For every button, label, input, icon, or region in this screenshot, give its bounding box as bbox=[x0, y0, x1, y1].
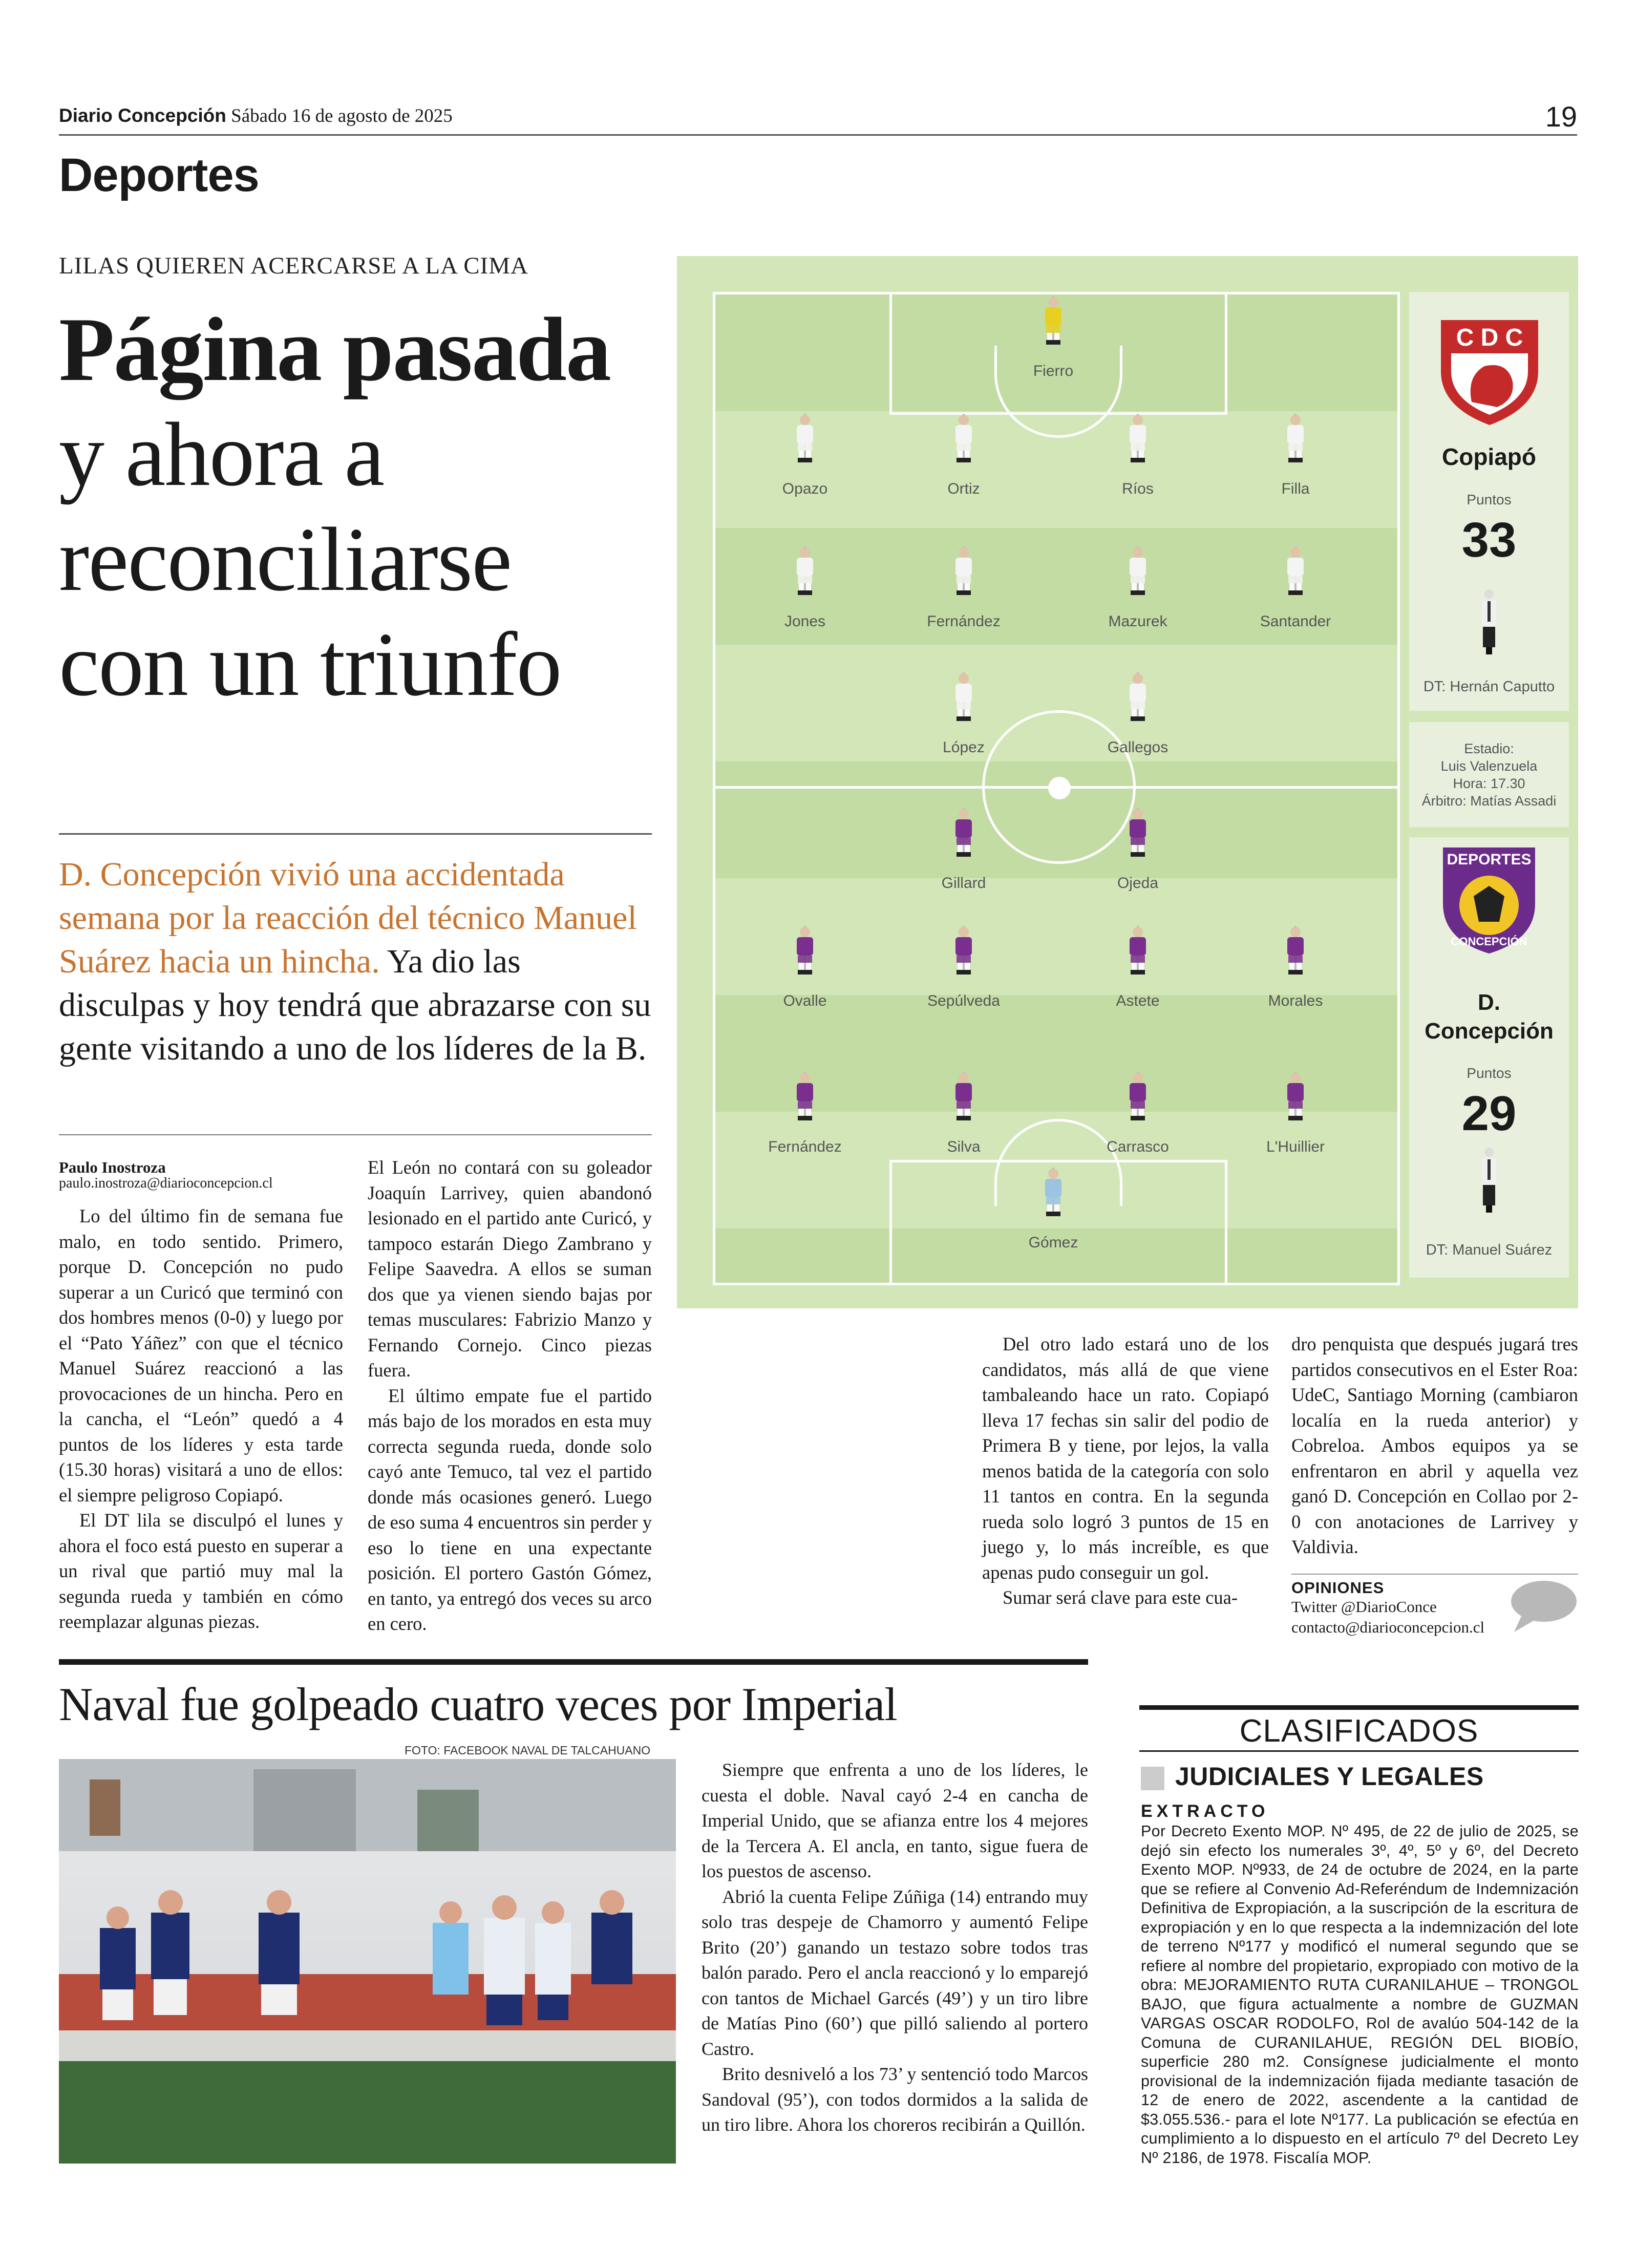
player-figure-icon bbox=[1122, 546, 1153, 595]
team-name: Copiapó bbox=[1442, 443, 1536, 470]
player-name: Ojeda bbox=[1117, 875, 1159, 892]
player-name: Morales bbox=[1268, 992, 1323, 1009]
contact-email[interactable]: contacto@diarioconcepcion.cl bbox=[1291, 1618, 1485, 1636]
paper-name: Diario Concepción bbox=[59, 105, 226, 126]
team-panel-copiapo bbox=[1409, 292, 1569, 711]
player-figure-icon bbox=[1280, 926, 1311, 974]
points-label: Puntos bbox=[1467, 492, 1512, 507]
twitter-handle[interactable]: Twitter @DiarioConce bbox=[1291, 1598, 1437, 1616]
player-figure-icon bbox=[790, 926, 820, 974]
stadium-name: Luis Valenzuela bbox=[1440, 758, 1538, 774]
points-label: Puntos bbox=[1467, 1065, 1512, 1081]
player-name: Mazurek bbox=[1108, 613, 1167, 630]
photo-credit: FOTO: FACEBOOK NAVAL DE TALCAHUANO bbox=[405, 1744, 651, 1757]
lead-rest: Ya dio las disculpas y hoy tendrá que abrazarse con su gente visitando a uno de los líderes de la B. bbox=[59, 943, 651, 1067]
player-name: Jones bbox=[784, 613, 826, 630]
referee: Árbitro: Matías Assadi bbox=[1421, 793, 1557, 809]
player-name: Gallegos bbox=[1107, 739, 1168, 756]
paragraph: Lo del último fin de semana fue malo, en todo sentido. Primero, porque D. Concepción no pudo superar a un Curicó que terminó con dos hombres menos (0-0) y luego por el “Pato Yáñez” con que el técnico Manuel Suárez reaccionó a las provocaciones de un hincha. Pero en la cancha, el “León” quedó a 4 puntos de los líderes y esta tarde (15.30 horas) visitará a uno de ellos: el siempre peligroso Copiapó. bbox=[59, 1205, 343, 1506]
center-spot bbox=[1048, 777, 1071, 799]
page-number: 19 bbox=[1545, 100, 1577, 133]
extract-heading: EXTRACTO bbox=[1141, 1801, 1269, 1821]
players-photo-illustration bbox=[59, 1759, 676, 2164]
headline-bold: Página pasada bbox=[59, 299, 610, 400]
match-info bbox=[1409, 740, 1569, 810]
player-figure-icon bbox=[1122, 808, 1153, 857]
naval-headline: Naval fue golpeado cuatro veces por Imperial bbox=[59, 1678, 897, 1730]
author-email[interactable]: paulo.inostroza@diarioconcepcion.cl bbox=[59, 1175, 273, 1191]
section-rule bbox=[59, 1659, 1088, 1665]
player-name: Fierro bbox=[1033, 363, 1074, 379]
section-title: Deportes bbox=[59, 149, 259, 201]
player-figure-icon bbox=[1122, 672, 1153, 721]
points-value: 29 bbox=[1461, 1086, 1517, 1141]
team-name-line2: Concepción bbox=[1425, 1019, 1554, 1044]
player-name: Silva bbox=[947, 1138, 981, 1155]
match-info-panel bbox=[1409, 722, 1569, 827]
player-name: Ovalle bbox=[783, 992, 827, 1009]
divider bbox=[1291, 1574, 1578, 1575]
player-figure-icon bbox=[1038, 1168, 1069, 1216]
paragraph: El DT lila se disculpó el lunes y ahora el foco está puesto en superar a un rival que partió muy mal la segunda rueda y también en cómo reemplazar algunas piezas. bbox=[59, 1510, 343, 1632]
article-lead bbox=[59, 853, 653, 1070]
naval-body bbox=[702, 1757, 1088, 2138]
player-name: Sepúlveda bbox=[927, 992, 1000, 1009]
author-name: Paulo Inostroza bbox=[59, 1158, 166, 1176]
player-figure-icon bbox=[1280, 1072, 1311, 1120]
classifieds-top-rule bbox=[1139, 1705, 1579, 1710]
player-figure-icon bbox=[790, 414, 820, 462]
dconcepcion-crest-icon bbox=[1438, 845, 1540, 955]
paragraph: Siempre que enfrenta a uno de los líderes, le cuesta el doble. Naval cayó 2-4 en cancha de Imperial Unido, que se afianza entre los 4 mejores de la Tercera A. El ancla, en tanto, sigue fuera de los puestos de ascenso. bbox=[702, 1760, 1088, 1881]
classifieds-rule bbox=[1139, 1750, 1579, 1752]
player-figure-icon bbox=[790, 546, 820, 595]
player-figure-icon bbox=[1122, 1072, 1153, 1120]
player-figure-icon bbox=[790, 1072, 820, 1120]
paragraph: Sumar será clave para este cua- bbox=[1003, 1587, 1238, 1608]
player-name: López bbox=[943, 739, 985, 756]
article-column-2 bbox=[368, 1155, 652, 1637]
coach-name: DT: Manuel Suárez bbox=[1426, 1242, 1553, 1258]
player-figure-icon bbox=[948, 926, 979, 974]
crest-bottom-text: CONCEPCIÓN bbox=[1451, 935, 1527, 948]
article-column-4 bbox=[1291, 1331, 1578, 1560]
divider bbox=[59, 1134, 652, 1135]
player-figure-icon bbox=[1280, 546, 1311, 595]
article-column-1 bbox=[59, 1203, 343, 1635]
match-time: Hora: 17.30 bbox=[1453, 776, 1525, 791]
article-kicker: LILAS QUIEREN ACERCARSE A LA CIMA bbox=[59, 252, 528, 279]
classifieds-category: JUDICIALES Y LEGALES bbox=[1175, 1762, 1484, 1791]
legal-notice-text: Por Decreto Exento MOP. Nº 495, de 22 de julio de 2025, se dejó sin efecto los numerales 3º, 4º, 5º y 6º, del Decreto Exento MOP. Nº933, de 24 de octubre de 2024, en la parte que se refiere al Convenio Ad-Referéndum de Indemnización Definitiva de Expropiación, a la suscripción de la escritura de expropiación y en lo que respecta a la indemnización del lote de terreno Nº177 y modificó el numeral segundo que se refiere al nombre del propietario, expropiado con motivo de la obra: MEJORAMIENTO RUTA CURANILAHUE – TRONGOL BAJO, que figura actualmente a nombre de GUZMAN VARGAS OSCAR RODOLFO, Rol de avalúo 504-142 de la Comuna de CURANILAHUE, REGIÓN DEL BIOBÍO, superficie 280 m2. Consígnese judicialmente el monto provisional de la indemnización fijada mediante tasación de 12 de enero de 2022, ascendente a la cantidad de $3.055.536.- para el lote Nº177. La publicación se efectúa en cumplimiento a lo dispuesto en el artículo 7º del Decreto Ley Nº 2186, de 1978. Fiscalía MOP. bbox=[1141, 1822, 1579, 2167]
penalty-arc-top bbox=[994, 346, 1122, 438]
player-figure-icon bbox=[1280, 414, 1311, 462]
player-figure-icon bbox=[1122, 926, 1153, 974]
player-name: Carrasco bbox=[1107, 1138, 1169, 1155]
stadium-label: Estadio: bbox=[1464, 741, 1514, 756]
speech-bubble-icon bbox=[1508, 1578, 1577, 1635]
player-name: Fernández bbox=[927, 613, 1001, 630]
classifieds-title: CLASIFICADOS bbox=[1239, 1713, 1479, 1749]
divider bbox=[59, 833, 652, 835]
player-figure-icon bbox=[948, 672, 979, 721]
masthead bbox=[59, 105, 453, 127]
player-name: Astete bbox=[1116, 992, 1160, 1009]
player-figure-icon bbox=[1038, 296, 1069, 345]
article-column-3 bbox=[982, 1331, 1269, 1610]
player-figure-icon bbox=[948, 414, 979, 462]
team-name bbox=[1409, 988, 1569, 1046]
points-value: 33 bbox=[1461, 513, 1517, 567]
header-rule bbox=[59, 134, 1577, 136]
paragraph: dro penquista que después jugará tres partidos consecutivos en el Ester Roa: UdeC, Santiago Morning (cambiaron localía en la rueda anterior) y Cobreloa. Ambos equipos ya se enfrentaron en abril y aquella vez ganó D. Concepción en Collao por 2-0 con anotaciones de Larrivey y Valdivia. bbox=[1291, 1333, 1578, 1557]
player-name: Santander bbox=[1260, 613, 1331, 630]
player-name: Fernández bbox=[768, 1138, 842, 1155]
paragraph: El último empate fue el partido más bajo de los morados en esta muy correcta segunda rueda, donde solo cayó ante Temuco, tal vez el partido donde más ocasiones generó. Luego de eso suma 4 encuentros sin perder y eso lo tiene en una expectante posición. El portero Gastón Gómez, en tanto, ya entregó dos veces su arco en cero. bbox=[368, 1385, 652, 1634]
player-figure-icon bbox=[948, 808, 979, 857]
copiapo-crest-icon bbox=[1436, 315, 1543, 428]
player-name: Gillard bbox=[941, 875, 986, 892]
player-name: L'Huillier bbox=[1266, 1138, 1325, 1155]
paragraph: Del otro lado estará uno de los candidatos, más allá de que viene tambaleando hace un rato. Copiapó lleva 17 fechas sin salir del podio de Primera B y tiene, por lejos, la valla menos batida de la categoría con solo 11 tantos en contra. En la segunda rueda solo logró 3 puntos de 15 en juego y, lo más increíble, es que apenas pudo conseguir un gol. bbox=[982, 1333, 1269, 1583]
headline-rest: y ahora a reconciliarse con un triunfo bbox=[59, 404, 561, 715]
team-panel-dconcepcion bbox=[1409, 837, 1569, 1278]
opiniones-title: OPINIONES bbox=[1291, 1579, 1385, 1597]
paragraph: El León no contará con su goleador Joaquín Larrivey, quien abandonó lesionado en el partido ante Curicó, y tampoco estarán Diego Zambrano y Felipe Saavedra. A ellos se suman dos que ya vienen siendo bajas por temas musculares: Fabrizio Manzo y Fernando Cornejo. Cinco piezas fuera. bbox=[368, 1157, 652, 1381]
match-photo bbox=[59, 1759, 676, 2164]
lead-highlight: D. Concepción vivió una accidentada semana por la reacción del técnico Manuel Suárez hacia un hincha. bbox=[59, 856, 637, 980]
crest-top-text: DEPORTES bbox=[1447, 851, 1532, 868]
team-name-line1: D. bbox=[1478, 990, 1500, 1015]
player-name: Opazo bbox=[782, 480, 828, 497]
paragraph: Brito desniveló a los 73’ y sentenció todo Marcos Sandoval (95’), con todos dormidos a la salida de un tiro libre. Ahora los choreros recibirán a Quillón. bbox=[702, 2064, 1088, 2135]
crest-letters: C D C bbox=[1456, 324, 1523, 351]
coach-figure-icon bbox=[1479, 1147, 1499, 1214]
player-name: Gómez bbox=[1028, 1234, 1078, 1251]
player-name: Ríos bbox=[1122, 480, 1154, 497]
coach-name: DT: Hernán Caputto bbox=[1423, 679, 1555, 695]
player-name: Ortiz bbox=[947, 480, 980, 497]
category-square-icon bbox=[1141, 1767, 1164, 1790]
player-name: Filla bbox=[1281, 480, 1310, 497]
article-headline bbox=[59, 297, 653, 717]
issue-date: Sábado 16 de agosto de 2025 bbox=[231, 105, 453, 126]
paragraph: Abrió la cuenta Felipe Zúñiga (14) entrando muy solo tras despeje de Chamorro y aumentó Felipe Brito (20’) ganando un testazo sobre todos tras balón parado. Pero el ancla reaccionó y lo emparejó con tantos de Michael Garcés (49’) y un tiro libre de Matías Pino (60’) que pilló saliendo al portero Castro. bbox=[702, 1886, 1088, 2059]
player-figure-icon bbox=[948, 1072, 979, 1120]
coach-figure-icon bbox=[1479, 589, 1499, 655]
player-figure-icon bbox=[948, 546, 979, 595]
player-figure-icon bbox=[1122, 414, 1153, 462]
